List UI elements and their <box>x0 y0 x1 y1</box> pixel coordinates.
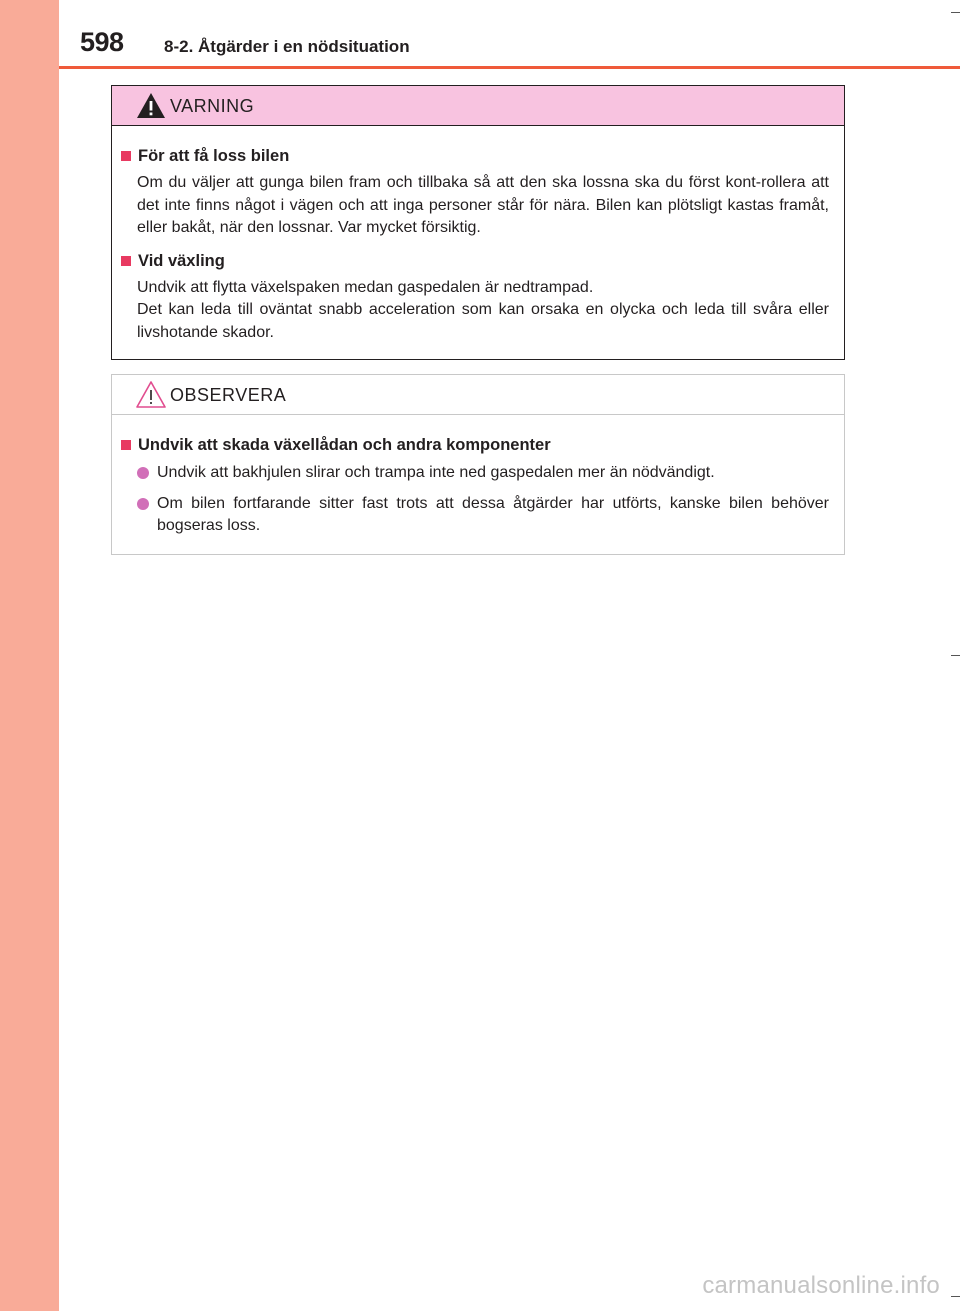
warning-paragraph: Det kan leda till oväntat snabb acceleration som kan orsaka en olycka och leda till svåra eller livshotande skador. <box>137 301 829 341</box>
page-number: 598 <box>80 27 124 57</box>
square-bullet-icon <box>121 440 131 450</box>
notice-title: OBSERVERA <box>170 385 287 405</box>
warning-title: VARNING <box>170 96 255 116</box>
square-bullet-icon <box>121 256 131 266</box>
warning-box <box>111 85 845 360</box>
section-title: 8-2. Åtgärder i en nödsituation <box>164 37 410 56</box>
warning-section-heading <box>121 250 829 272</box>
list-item-text: Undvik att bakhjulen slirar och trampa inte ned gaspedalen mer än nödvändigt. <box>157 464 715 481</box>
round-bullet-icon <box>137 467 149 479</box>
crop-mark <box>951 12 960 13</box>
notice-box <box>111 374 845 555</box>
heading-text: För att få loss bilen <box>138 147 290 165</box>
square-bullet-icon <box>121 151 131 161</box>
warning-paragraph: Undvik att flytta växelspaken medan gaspedalen är nedtrampad. <box>137 278 594 296</box>
round-bullet-icon <box>137 498 149 510</box>
notice-header <box>112 375 844 415</box>
heading-text: Vid växling <box>138 251 225 270</box>
warning-header <box>112 86 844 126</box>
list-item <box>137 462 829 485</box>
crop-mark <box>951 655 960 656</box>
list-item <box>137 493 829 538</box>
caution-triangle-icon <box>134 379 168 409</box>
crop-mark <box>951 1296 960 1297</box>
watermark: carmanualsonline.info <box>702 1272 940 1299</box>
header-rule <box>59 66 960 69</box>
warning-paragraph: Om du väljer att gunga bilen fram och tillbaka så att den ska lossna ska du först kont-rollera att det inte finns något i vägen och att inga personer står för nära. Bilen kan plötsligt kastas framåt, eller bakåt, när den lossnar. Var mycket försiktig. <box>137 174 829 236</box>
warning-triangle-icon <box>134 90 168 120</box>
notice-body <box>112 415 844 538</box>
notice-section-heading <box>121 434 829 456</box>
side-color-strip <box>0 0 59 1311</box>
warning-body <box>112 126 844 344</box>
list-item-text: Om bilen fortfarande sitter fast trots att dessa åtgärder har utförts, kanske bilen behöver bogseras loss. <box>157 494 829 534</box>
heading-text: Undvik att skada växellådan och andra komponenter <box>138 436 551 454</box>
warning-section-heading <box>121 145 829 167</box>
